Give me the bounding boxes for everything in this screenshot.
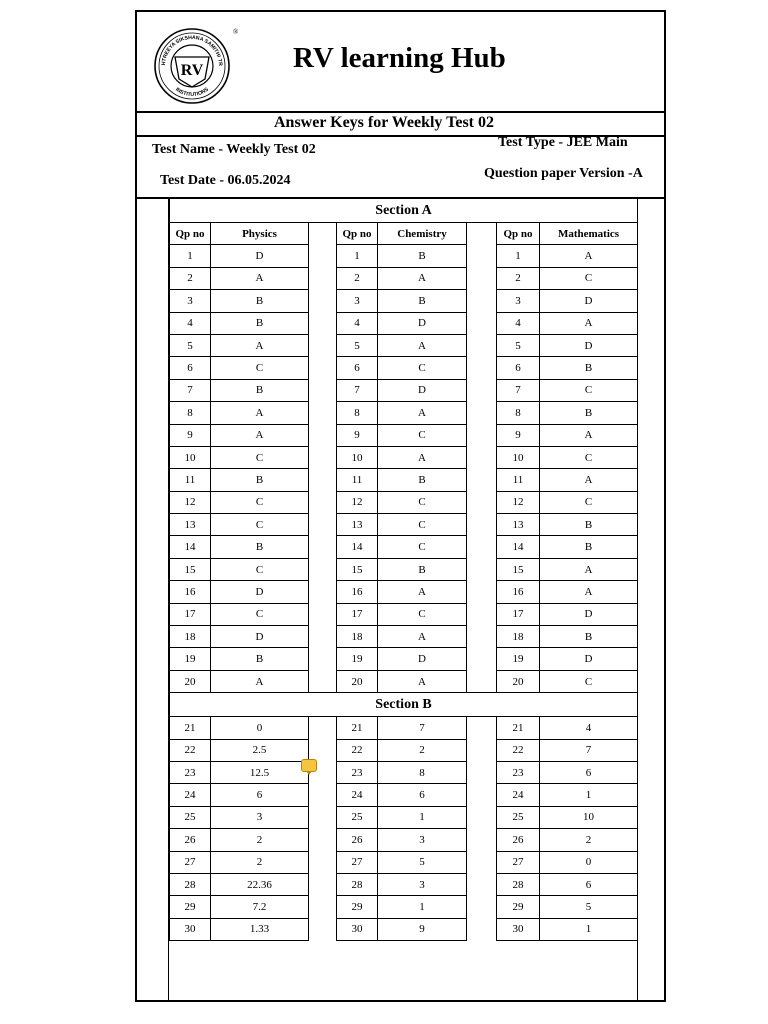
column-gap <box>309 223 337 245</box>
question-number-cell: 17 <box>170 603 211 625</box>
mathematics-answer-cell: C <box>540 267 638 289</box>
table-row <box>170 446 638 468</box>
column-gap <box>467 829 497 851</box>
table-row <box>170 626 638 648</box>
table-row <box>170 784 638 806</box>
question-number-cell: 29 <box>170 896 211 918</box>
question-number-cell: 11 <box>337 469 378 491</box>
question-number-cell: 12 <box>497 491 540 513</box>
question-number-cell: 26 <box>170 829 211 851</box>
question-number-cell: 26 <box>497 829 540 851</box>
mathematics-header: Mathematics <box>540 223 638 245</box>
physics-answer-cell: D <box>211 245 309 267</box>
chemistry-answer-cell: C <box>378 357 467 379</box>
question-number-cell: 9 <box>497 424 540 446</box>
chemistry-answer-cell: 5 <box>378 851 467 873</box>
question-number-cell: 28 <box>497 873 540 895</box>
chemistry-answer-cell: C <box>378 536 467 558</box>
chemistry-answer-cell: C <box>378 603 467 625</box>
question-number-cell: 12 <box>337 491 378 513</box>
physics-header: Physics <box>211 223 309 245</box>
column-gap <box>467 603 497 625</box>
chemistry-answer-cell: C <box>378 491 467 513</box>
table-row <box>170 491 638 513</box>
column-gap <box>467 357 497 379</box>
column-gap <box>309 581 337 603</box>
column-gap <box>467 851 497 873</box>
column-gap <box>309 379 337 401</box>
mathematics-answer-cell: C <box>540 379 638 401</box>
table-row <box>170 245 638 267</box>
table-row <box>170 514 638 536</box>
mathematics-answer-cell: B <box>540 514 638 536</box>
question-number-cell: 8 <box>170 402 211 424</box>
question-number-cell: 6 <box>497 357 540 379</box>
mathematics-answer-cell: C <box>540 670 638 692</box>
paper-version: Question paper Version -A <box>484 166 643 181</box>
question-number-cell: 23 <box>170 761 211 783</box>
question-number-cell: 10 <box>170 446 211 468</box>
chemistry-answer-cell: B <box>378 469 467 491</box>
column-header-row <box>170 223 638 245</box>
chemistry-header: Chemistry <box>378 223 467 245</box>
mathematics-answer-cell: D <box>540 290 638 312</box>
question-number-cell: 5 <box>497 334 540 356</box>
column-gap <box>309 896 337 918</box>
question-number-cell: 23 <box>337 761 378 783</box>
table-row <box>170 761 638 783</box>
question-number-cell: 26 <box>337 829 378 851</box>
mathematics-answer-cell: C <box>540 491 638 513</box>
answer-key-table <box>169 198 638 941</box>
column-gap <box>467 424 497 446</box>
column-gap <box>467 267 497 289</box>
section-b-header <box>170 693 638 717</box>
column-gap <box>467 223 497 245</box>
column-gap <box>309 918 337 940</box>
question-number-cell: 13 <box>170 514 211 536</box>
mathematics-answer-cell: D <box>540 603 638 625</box>
section-a-header-title: Section A <box>170 199 638 223</box>
question-number-cell: 9 <box>170 424 211 446</box>
question-number-cell: 22 <box>497 739 540 761</box>
test-date: Test Date - 06.05.2024 <box>160 173 291 188</box>
physics-answer-cell: 2 <box>211 829 309 851</box>
question-number-cell: 17 <box>337 603 378 625</box>
table-row <box>170 334 638 356</box>
column-gap <box>309 717 337 739</box>
chemistry-answer-cell: A <box>378 402 467 424</box>
column-gap <box>309 334 337 356</box>
column-gap <box>309 603 337 625</box>
chemistry-answer-cell: B <box>378 558 467 580</box>
column-gap <box>309 469 337 491</box>
table-row <box>170 648 638 670</box>
column-gap <box>467 717 497 739</box>
chemistry-answer-cell: 7 <box>378 717 467 739</box>
column-gap <box>467 379 497 401</box>
mathematics-answer-cell: A <box>540 469 638 491</box>
column-gap <box>467 648 497 670</box>
column-gap <box>309 290 337 312</box>
question-number-cell: 2 <box>337 267 378 289</box>
physics-answer-cell: A <box>211 402 309 424</box>
column-gap <box>309 491 337 513</box>
physics-answer-cell: C <box>211 357 309 379</box>
physics-answer-cell: 2.5 <box>211 739 309 761</box>
divider <box>137 111 664 113</box>
chemistry-answer-cell: 3 <box>378 873 467 895</box>
question-number-cell: 3 <box>337 290 378 312</box>
table-row <box>170 896 638 918</box>
table-row <box>170 379 638 401</box>
physics-answer-cell: A <box>211 267 309 289</box>
qp-no-header: Qp no <box>337 223 378 245</box>
question-number-cell: 24 <box>170 784 211 806</box>
physics-answer-cell: B <box>211 379 309 401</box>
column-gap <box>467 402 497 424</box>
column-gap <box>467 491 497 513</box>
table-row <box>170 829 638 851</box>
column-gap <box>309 424 337 446</box>
column-gap <box>467 245 497 267</box>
column-gap <box>309 829 337 851</box>
question-number-cell: 7 <box>497 379 540 401</box>
question-number-cell: 28 <box>170 873 211 895</box>
column-gap <box>309 312 337 334</box>
question-number-cell: 25 <box>337 806 378 828</box>
question-number-cell: 8 <box>497 402 540 424</box>
column-gap <box>467 514 497 536</box>
physics-answer-cell: A <box>211 424 309 446</box>
column-gap <box>467 670 497 692</box>
table-row <box>170 290 638 312</box>
column-gap <box>309 648 337 670</box>
question-number-cell: 18 <box>337 626 378 648</box>
column-gap <box>309 267 337 289</box>
table-row <box>170 717 638 739</box>
question-number-cell: 2 <box>497 267 540 289</box>
question-number-cell: 24 <box>337 784 378 806</box>
table-row <box>170 424 638 446</box>
column-gap <box>467 784 497 806</box>
mathematics-answer-cell: A <box>540 558 638 580</box>
svg-text:RASHTREEYA SIKSHANA SAMITHI TR: HTREEYA SIKSHANA SAMITHI TR <box>160 34 224 67</box>
column-gap <box>467 739 497 761</box>
mathematics-answer-cell: C <box>540 446 638 468</box>
question-number-cell: 15 <box>170 558 211 580</box>
column-gap <box>309 446 337 468</box>
column-gap <box>309 245 337 267</box>
table-row <box>170 581 638 603</box>
question-number-cell: 1 <box>337 245 378 267</box>
question-number-cell: 5 <box>170 334 211 356</box>
question-number-cell: 22 <box>170 739 211 761</box>
column-gap <box>467 558 497 580</box>
question-number-cell: 14 <box>497 536 540 558</box>
question-number-cell: 20 <box>497 670 540 692</box>
question-number-cell: 3 <box>497 290 540 312</box>
table-row <box>170 603 638 625</box>
question-number-cell: 21 <box>337 717 378 739</box>
question-number-cell: 18 <box>497 626 540 648</box>
question-number-cell: 13 <box>497 514 540 536</box>
question-number-cell: 11 <box>497 469 540 491</box>
question-number-cell: 1 <box>170 245 211 267</box>
question-number-cell: 5 <box>337 334 378 356</box>
comment-marker-icon[interactable] <box>301 759 317 772</box>
column-gap <box>467 469 497 491</box>
column-gap <box>467 334 497 356</box>
chemistry-answer-cell: 3 <box>378 829 467 851</box>
question-number-cell: 23 <box>497 761 540 783</box>
question-number-cell: 20 <box>337 670 378 692</box>
answer-key-heading: Answer Keys for Weekly Test 02 <box>273 114 494 131</box>
question-number-cell: 19 <box>170 648 211 670</box>
mathematics-answer-cell: B <box>540 626 638 648</box>
physics-answer-cell: C <box>211 514 309 536</box>
physics-answer-cell: C <box>211 446 309 468</box>
column-gap <box>467 290 497 312</box>
mathematics-answer-cell: A <box>540 245 638 267</box>
column-gap <box>309 402 337 424</box>
question-number-cell: 8 <box>337 402 378 424</box>
mathematics-answer-cell: 6 <box>540 761 638 783</box>
physics-answer-cell: 2 <box>211 851 309 873</box>
table-row <box>170 670 638 692</box>
physics-answer-cell: C <box>211 558 309 580</box>
qp-no-header: Qp no <box>170 223 211 245</box>
table-row <box>170 739 638 761</box>
column-gap <box>309 670 337 692</box>
chemistry-answer-cell: 6 <box>378 784 467 806</box>
question-number-cell: 30 <box>497 918 540 940</box>
section-a-header <box>170 199 638 223</box>
mathematics-answer-cell: 1 <box>540 784 638 806</box>
question-number-cell: 4 <box>170 312 211 334</box>
question-number-cell: 16 <box>497 581 540 603</box>
question-number-cell: 21 <box>170 717 211 739</box>
column-gap <box>309 851 337 873</box>
column-gap <box>467 873 497 895</box>
question-number-cell: 21 <box>497 717 540 739</box>
registered-mark: ® <box>233 28 239 36</box>
column-gap <box>467 312 497 334</box>
question-number-cell: 4 <box>497 312 540 334</box>
table-row <box>170 851 638 873</box>
question-number-cell: 4 <box>337 312 378 334</box>
column-gap <box>467 446 497 468</box>
physics-answer-cell: B <box>211 312 309 334</box>
question-number-cell: 28 <box>337 873 378 895</box>
rv-logo <box>153 27 231 105</box>
test-name: Test Name - Weekly Test 02 <box>152 142 316 157</box>
column-gap <box>467 896 497 918</box>
question-number-cell: 25 <box>497 806 540 828</box>
physics-answer-cell: D <box>211 626 309 648</box>
column-gap <box>467 626 497 648</box>
question-number-cell: 6 <box>170 357 211 379</box>
question-number-cell: 17 <box>497 603 540 625</box>
question-number-cell: 16 <box>337 581 378 603</box>
table-row <box>170 873 638 895</box>
chemistry-answer-cell: 9 <box>378 918 467 940</box>
question-number-cell: 20 <box>170 670 211 692</box>
table-row <box>170 806 638 828</box>
question-number-cell: 27 <box>497 851 540 873</box>
chemistry-answer-cell: 1 <box>378 896 467 918</box>
table-row <box>170 558 638 580</box>
test-type: Test Type - JEE Main <box>498 135 628 150</box>
mathematics-answer-cell: 10 <box>540 806 638 828</box>
mathematics-answer-cell: 2 <box>540 829 638 851</box>
mathematics-answer-cell: A <box>540 312 638 334</box>
mathematics-answer-cell: 5 <box>540 896 638 918</box>
question-number-cell: 7 <box>337 379 378 401</box>
column-gap <box>467 761 497 783</box>
chemistry-answer-cell: A <box>378 581 467 603</box>
chemistry-answer-cell: A <box>378 334 467 356</box>
chemistry-answer-cell: B <box>378 245 467 267</box>
chemistry-answer-cell: D <box>378 379 467 401</box>
column-gap <box>309 626 337 648</box>
column-gap <box>467 536 497 558</box>
physics-answer-cell: B <box>211 469 309 491</box>
question-number-cell: 24 <box>497 784 540 806</box>
question-number-cell: 12 <box>170 491 211 513</box>
chemistry-answer-cell: C <box>378 514 467 536</box>
question-number-cell: 16 <box>170 581 211 603</box>
chemistry-answer-cell: A <box>378 626 467 648</box>
question-number-cell: 27 <box>337 851 378 873</box>
question-number-cell: 30 <box>337 918 378 940</box>
chemistry-answer-cell: D <box>378 648 467 670</box>
table-row <box>170 267 638 289</box>
question-number-cell: 22 <box>337 739 378 761</box>
left-margin-column <box>135 198 169 1002</box>
question-number-cell: 10 <box>497 446 540 468</box>
question-number-cell: 19 <box>337 648 378 670</box>
physics-answer-cell: 12.5 <box>211 761 309 783</box>
qp-no-header: Qp no <box>497 223 540 245</box>
question-number-cell: 25 <box>170 806 211 828</box>
table-row <box>170 402 638 424</box>
chemistry-answer-cell: B <box>378 290 467 312</box>
mathematics-answer-cell: A <box>540 581 638 603</box>
physics-answer-cell: C <box>211 603 309 625</box>
table-row <box>170 469 638 491</box>
question-number-cell: 19 <box>497 648 540 670</box>
column-gap <box>309 873 337 895</box>
question-number-cell: 1 <box>497 245 540 267</box>
physics-answer-cell: 0 <box>211 717 309 739</box>
section-b-header-title: Section B <box>170 693 638 717</box>
table-row <box>170 357 638 379</box>
svg-text:INSTITUTIONS: INSTITUTIONS <box>174 86 210 99</box>
question-number-cell: 15 <box>497 558 540 580</box>
question-number-cell: 14 <box>337 536 378 558</box>
mathematics-answer-cell: 6 <box>540 873 638 895</box>
physics-answer-cell: B <box>211 290 309 312</box>
chemistry-answer-cell: 1 <box>378 806 467 828</box>
physics-answer-cell: A <box>211 670 309 692</box>
page-title: RV learning Hub <box>293 42 506 74</box>
chemistry-answer-cell: A <box>378 267 467 289</box>
mathematics-answer-cell: D <box>540 648 638 670</box>
column-gap <box>309 536 337 558</box>
question-number-cell: 10 <box>337 446 378 468</box>
mathematics-answer-cell: D <box>540 334 638 356</box>
physics-answer-cell: 3 <box>211 806 309 828</box>
question-number-cell: 18 <box>170 626 211 648</box>
mathematics-answer-cell: A <box>540 424 638 446</box>
question-number-cell: 27 <box>170 851 211 873</box>
question-number-cell: 13 <box>337 514 378 536</box>
mathematics-answer-cell: 7 <box>540 739 638 761</box>
column-gap <box>309 784 337 806</box>
mathematics-answer-cell: 1 <box>540 918 638 940</box>
mathematics-answer-cell: B <box>540 357 638 379</box>
right-margin-column <box>637 198 666 1002</box>
physics-answer-cell: C <box>211 491 309 513</box>
table-row <box>170 312 638 334</box>
chemistry-answer-cell: A <box>378 670 467 692</box>
chemistry-answer-cell: C <box>378 424 467 446</box>
question-number-cell: 11 <box>170 469 211 491</box>
question-number-cell: 29 <box>337 896 378 918</box>
svg-text:RV: RV <box>180 62 204 79</box>
question-number-cell: 9 <box>337 424 378 446</box>
physics-answer-cell: 6 <box>211 784 309 806</box>
mathematics-answer-cell: 4 <box>540 717 638 739</box>
column-gap <box>467 918 497 940</box>
physics-answer-cell: 7.2 <box>211 896 309 918</box>
question-number-cell: 7 <box>170 379 211 401</box>
mathematics-answer-cell: 0 <box>540 851 638 873</box>
column-gap <box>467 806 497 828</box>
column-gap <box>309 514 337 536</box>
physics-answer-cell: 22.36 <box>211 873 309 895</box>
physics-answer-cell: B <box>211 536 309 558</box>
chemistry-answer-cell: D <box>378 312 467 334</box>
question-number-cell: 14 <box>170 536 211 558</box>
question-number-cell: 6 <box>337 357 378 379</box>
column-gap <box>467 581 497 603</box>
column-gap <box>309 558 337 580</box>
mathematics-answer-cell: B <box>540 402 638 424</box>
chemistry-answer-cell: A <box>378 446 467 468</box>
column-gap <box>309 357 337 379</box>
question-number-cell: 3 <box>170 290 211 312</box>
question-number-cell: 15 <box>337 558 378 580</box>
question-number-cell: 2 <box>170 267 211 289</box>
column-gap <box>309 806 337 828</box>
table-row <box>170 536 638 558</box>
chemistry-answer-cell: 8 <box>378 761 467 783</box>
physics-answer-cell: A <box>211 334 309 356</box>
chemistry-answer-cell: 2 <box>378 739 467 761</box>
table-row <box>170 918 638 940</box>
question-number-cell: 30 <box>170 918 211 940</box>
physics-answer-cell: B <box>211 648 309 670</box>
physics-answer-cell: D <box>211 581 309 603</box>
physics-answer-cell: 1.33 <box>211 918 309 940</box>
mathematics-answer-cell: B <box>540 536 638 558</box>
question-number-cell: 29 <box>497 896 540 918</box>
